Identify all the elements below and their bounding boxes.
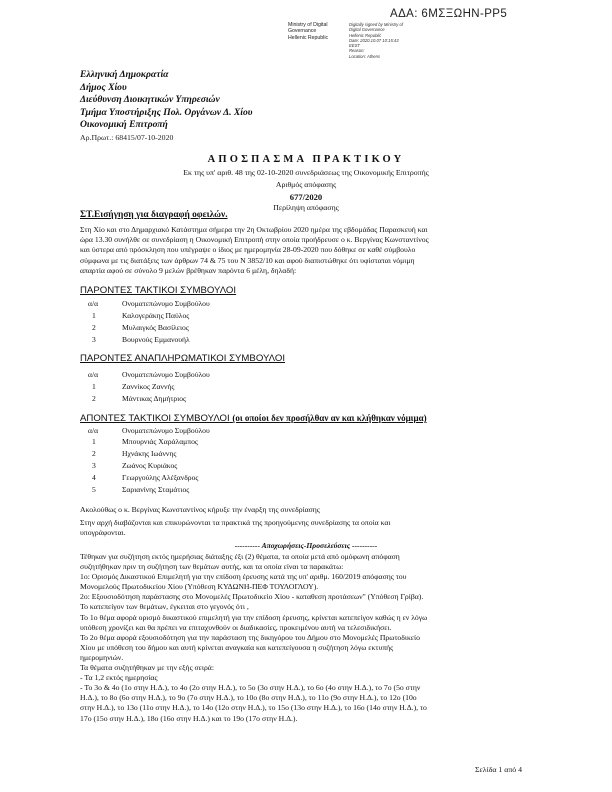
member-name: Γεωργούλης Αλέξανδρος (122, 473, 199, 482)
column-name: Ονοματεπώνυμο Συμβούλου (122, 426, 210, 435)
table-header (0, 299, 612, 309)
text-line: 1ο: Ορισμός Δικαστικού Επιμελητή για την επίδοση έρευσης κατά της υπ' αριθμ. 160/2019 απόφασης του (80, 572, 407, 582)
signer-line: Digitally signed by Ministry of (349, 22, 403, 27)
organization-header (80, 69, 252, 132)
signature-ministry-block (288, 22, 328, 41)
header-line: Δήμος Χίου (80, 81, 127, 93)
header-line: Ελληνική Δημοκρατία (80, 69, 169, 80)
signer-line: Hellenic Republic (349, 32, 382, 38)
row-index: 1 (92, 311, 96, 320)
text-line: 2ο: Εξουσιοδότηση παράστασης στο Μονομελές Πρωτοδικείο Χίου - καταθεση προτάσεων" (Υπόθεση Γρίβα). (80, 592, 424, 602)
member-name: Καλογεράκης Παύλος (122, 311, 190, 320)
member-name: Ζωάνος Κυριάκος (122, 461, 178, 470)
table-row (0, 449, 612, 459)
text-line: Ακολούθως ο κ. Βεργίνας Κωνσταντίνος κήρυξε την έναρξη της συνεδρίασης (80, 505, 320, 514)
table-row (0, 311, 612, 321)
text-line: στην Η.Δ.), το 13ο (11ο στην Η.Δ.), το 14ο (12ο στην Η.Δ.), το 15ο (13ο στην Η.Δ.), το 16ο (14ο στην Η.Δ.), το (80, 703, 427, 713)
table-row (0, 335, 612, 345)
member-name: Μάντικας Δημήτριος (122, 394, 187, 403)
member-name: Βουρνούς Εμμανουήλ (122, 335, 190, 344)
page-footer: Σελίδα 1 από 4 (475, 765, 523, 774)
table-row (0, 461, 612, 471)
table-row (0, 323, 612, 333)
member-name: Ζαννίκος Ζαννής (122, 382, 175, 391)
text-line: 17ο (15ο στην Η.Δ.), 18ο (16ο στην Η.Δ.) και το 19ο (17ο στην Η.Δ.). (80, 713, 298, 723)
row-index: 1 (92, 382, 96, 391)
protocol-number: Αρ.Πρωτ.: 68415/07-10-2020 (80, 133, 174, 142)
intro-line: απαρτία αφού σε σύνολο 9 μελών βρέθηκαν παρόντα 6 μέλη, δηλαδή: (80, 265, 297, 275)
table-row (0, 437, 612, 447)
table-header (0, 426, 612, 436)
intro-line: και ύστερα από πρόσκληση που υπέγραψε ο ίδιος με ημερομηνία 28-09-2020 που δόθηκε σε καθέ σύμβουλο (80, 245, 416, 255)
decision-label: Αριθμός απόφασης (275, 180, 337, 189)
text-line: Τα θέματα συζητήθηκαν με την εξής σειρά: (80, 663, 214, 673)
text-line: Χίου με υπόθεση του δήμου και αυτή κρίνεται αναγκαία και κατεπείγουσα η συζήτηση λόγω εκτυπής (80, 642, 394, 652)
departures-heading: ---------- Αποχωρήσεις-Προσελεύσεις ---------- (234, 541, 378, 550)
text-line: Τέθηκαν για συζήτηση εκτός ημερήσιας διάταξης έξι (2) θέματα, τα οποία μετά από ομόφωνη απόφαση (80, 552, 400, 561)
opening-paragraph (80, 505, 535, 539)
substitute-members-heading: ΠΑΡΟΝΤΕΣ ΑΝΑΠΛΗΡΩΜΑΤΙΚΟΙ ΣΥΜΒΟΥΛΟΙ (80, 353, 285, 364)
header-line: Τμήμα Υποστήριξης Πολ. Οργάνων Δ. Χίου (80, 106, 253, 118)
table-row (0, 473, 612, 483)
summary-label: Περίληψη απόφασης (273, 203, 339, 212)
absent-heading-main: ΑΠΟΝΤΕΣ ΤΑΚΤΙΚΟΙ ΣΥΜΒΟΥΛΟΙ (80, 413, 230, 424)
text-line: Στην αρχή διαβάζονται και επικυρώνονται τα πρακτικά της προηγούμενης συνεδρίασης τα οποία και (80, 518, 391, 528)
document-title: ΑΠΟΣΠΑΣΜΑ ΠΡΑΚΤΙΚΟΥ (207, 154, 405, 165)
signer-line: Date: 2020.10.07 10:15:43 (349, 37, 399, 43)
text-line: - Το 3ο & 4ο (1ο στην Η.Δ.), το 4ο (2ο στην Η.Δ.), το 5ο (3ο στην Η.Δ.), το 6ο (4ο στην Η.Δ.), το 7ο (5ο στην (80, 683, 421, 693)
text-line: Το κατεπείγον των θεμάτων, έγκειται στο γεγονός ότι , (80, 602, 249, 612)
text-line: Το 2ο θέμα αφορά εξουσιοδότηση για την παράσταση της δικηγόρου του Δήμου στο Μονομελές Πρωτοδικείο (80, 632, 420, 642)
table-header (0, 370, 612, 380)
row-index: 2 (92, 323, 96, 332)
ada-code: ΑΔΑ: 6ΜΣΞΩΗΝ-PP5 (390, 8, 508, 20)
row-index: 3 (92, 335, 96, 344)
digital-signature-details (349, 22, 403, 59)
column-name: Ονοματεπώνυμο Συμβούλου (122, 370, 210, 379)
row-index: 4 (92, 473, 96, 482)
text-line: συζητήθηκαν πριν τη συζήτηση των θεμάτων αυτής, και τα οποία είναι τα παρακάτω: (80, 562, 344, 572)
ministry-line: Ministry of Digital (288, 22, 328, 28)
header-line: Οικονομική Επιτροπή (80, 119, 168, 131)
ministry-line: Hellenic Republic (288, 34, 329, 41)
row-index: 5 (92, 485, 96, 494)
row-index: 3 (92, 461, 96, 470)
session-subtitle: Εκ της υπ' αριθ. 48 της 02-10-2020 συνεδριάσεως της Οικονομικής Επιτροπής (183, 168, 429, 177)
column-name: Ονοματεπώνυμο Συμβούλου (122, 299, 210, 308)
body-paragraph (80, 552, 535, 724)
signer-line: Location: Athens (349, 53, 381, 59)
decision-subject: ΣΤ.Εισήγηση για διαγραφή οφειλών. (80, 210, 228, 220)
text-line: - Τα 1,2 εκτός ημερησίας (80, 673, 158, 683)
member-name: Ηχνάκης Ιωάννης (122, 449, 177, 458)
column-index: α/α (88, 370, 99, 379)
table-row (0, 485, 612, 495)
intro-line: Στη Χίο και στο Δημαρχιακό Κατάστημα σήμερα την 2η Οκτωβρίου 2020 ημέρα της εβδομάδας Παρασκευή και (80, 225, 428, 234)
table-row (0, 394, 612, 404)
text-line: υπογράφονται. (80, 528, 126, 538)
member-name: Μπουρνιάς Χαράλαμπος (122, 437, 198, 446)
signer-line: EEST (349, 43, 360, 49)
present-members-heading: ΠΑΡΟΝΤΕΣ ΤΑΚΤΙΚΟΙ ΣΥΜΒΟΥΛΟΙ (80, 285, 237, 296)
row-index: 2 (92, 449, 96, 458)
row-index: 1 (92, 437, 96, 446)
member-name: Σαριανίνης Σταμάτιος (122, 485, 190, 494)
intro-paragraph (80, 225, 535, 276)
text-line: Μονομελούς Πρωτοδικείου Χίου (Υπόθεση ΚΥΔΩΝΗ-ΠΕΦ ΤΟΥΛΟΓΛΟΥ). (80, 582, 319, 592)
column-index: α/α (88, 426, 99, 435)
signer-line: Digital Governance (349, 27, 385, 33)
column-index: α/α (88, 299, 99, 308)
row-index: 2 (92, 394, 96, 403)
table-row (0, 382, 612, 392)
absent-members-heading (80, 413, 427, 424)
text-line: Το 1ο θέμα αφορά ορισμό δικαστικού επιμελητή για την επίδοση έρευσης, κρίνεται κατεπείγον καθώς η εν λόγω (80, 612, 428, 622)
ministry-line: Governance (288, 28, 317, 35)
text-line: ημερομηνιών. (80, 652, 124, 662)
text-line: υπόθεση χρονίζει και θα πρέπει να επιταχυνθούν οι διαδικασίες, προκειμένου αυτή να τελεσιδικήσει. (80, 622, 392, 632)
signer-line: Reason: (349, 48, 365, 54)
intro-line: σύμφωνα με τις διατάξεις των άρθρων 74 & 75 του Ν 3852/10 και αφού διαπιστώθηκε ότι υφίσταται νόμιμη (80, 255, 415, 265)
text-line: Η.Δ.), το 8ο (6ο στην Η.Δ.), το 9ο (7ο στην Η.Δ.), το 10ο (8ο στην Η.Δ.), το 11ο (9ο στην Η.Δ.), το 12ο (10ο (80, 693, 417, 703)
decision-number: 677/2020 (289, 192, 323, 202)
header-line: Διεύθυνση Διοικητικών Υπηρεσιών (80, 94, 220, 106)
intro-line: ώρα 13.30 συνήλθε σε συνεδρίαση η Οικονομική Επιτροπή στην οποία προήδρευσε ο κ. Βεργίνας Κωνσταντίνος (80, 235, 429, 245)
absent-heading-note: (οι οποίοι δεν προσήλθαν αν και κλήθηκαν νόμιμα) (232, 413, 427, 423)
member-name: Μυλαιγκός Βασίλειος (122, 323, 189, 332)
